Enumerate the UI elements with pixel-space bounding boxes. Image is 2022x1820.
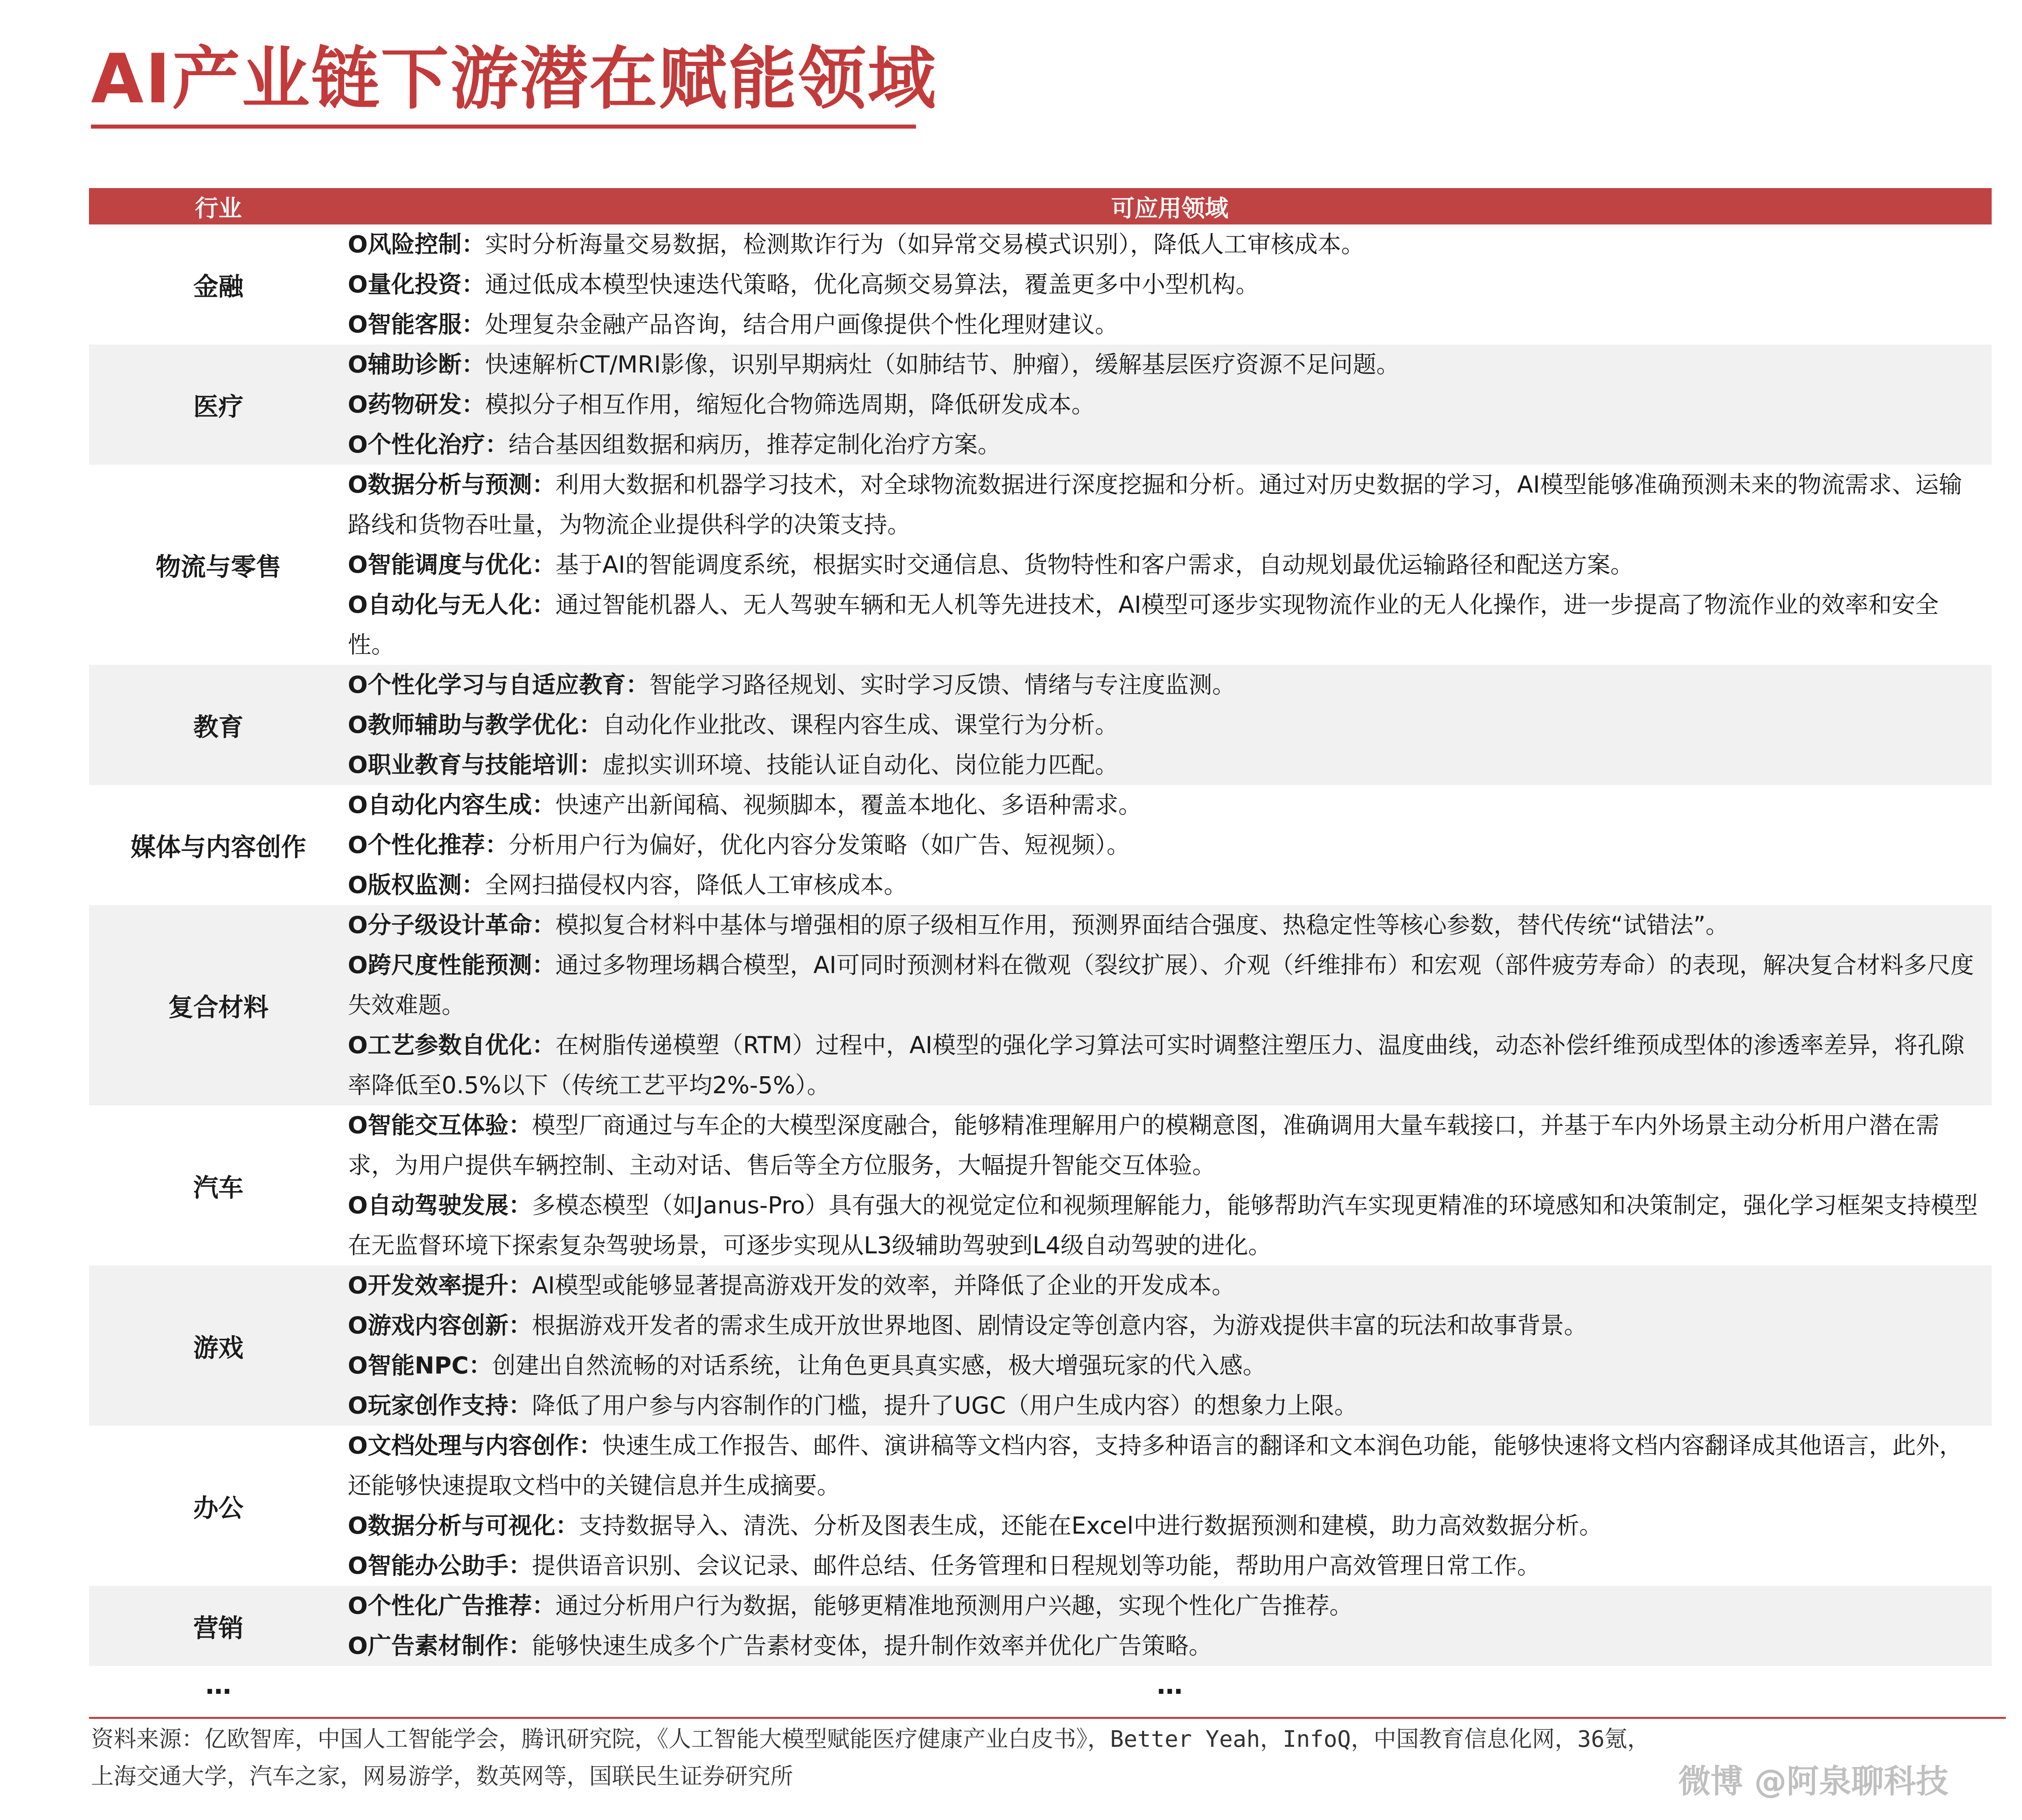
industry-cell: 营销	[193, 1613, 243, 1643]
industry-cell: 金融	[193, 272, 243, 301]
application-item	[348, 585, 1984, 665]
application-text: 降低了用户参与内容制作的门槛，提升了UGC（用户生成内容）的想象力上限。	[532, 1392, 1358, 1419]
table-header	[89, 188, 1992, 224]
source-divider	[89, 1717, 2006, 1719]
bullet-icon: O	[348, 831, 368, 859]
application-name: 跨尺度性能预测：	[368, 951, 556, 979]
bullet-icon: O	[348, 591, 368, 618]
application-text: 快速产出新闻稿、视频脚本，覆盖本地化、多语种需求。	[555, 791, 1142, 819]
application-name: 数据分析与预测：	[368, 471, 556, 498]
bullet-icon: O	[348, 1432, 368, 1459]
application-text: 模型厂商通过与车企的大模型深度融合，能够精准理解用户的模糊意图，准确调用大量车载接口，并基于车内外场景主动分析用户潜在需求，为用户提供车辆控制、主动对话、售后等全方位服务，大幅提升智能交互体验。	[348, 1111, 1940, 1179]
ellipsis-row	[89, 1666, 1992, 1704]
application-item	[348, 1426, 1984, 1506]
bullet-icon: O	[348, 271, 368, 298]
application-text: 快速生成工作报告、邮件、演讲稿等文档内容，支持多种语言的翻译和文本润色功能，能够快速将文档内容翻译成其他语言，此外，还能够快速提取文档中的关键信息并生成摘要。	[348, 1432, 1963, 1499]
industry-cell: 游戏	[193, 1333, 243, 1363]
application-item	[348, 1306, 1984, 1346]
application-text: 模拟复合材料中基体与增强相的原子级相互作用，预测界面结合强度、热稳定性等核心参数，替代传统“试错法”。	[555, 911, 1729, 939]
table-row	[89, 1586, 1992, 1666]
applications-cell	[348, 1266, 1992, 1426]
application-item	[348, 1626, 1984, 1666]
industry-cell: 办公	[193, 1493, 243, 1523]
applications-cell	[348, 665, 1992, 785]
application-name: 辅助诊断：	[368, 351, 485, 378]
industry-table	[89, 188, 1992, 1704]
bullet-icon: O	[348, 1312, 368, 1339]
application-name: 智能交互体验：	[368, 1111, 532, 1139]
table-row	[89, 224, 1992, 345]
bullet-icon: O	[348, 911, 368, 939]
bullet-icon: O	[348, 871, 368, 899]
application-item	[348, 785, 1984, 825]
application-text: 通过分析用户行为数据，能够更精准地预测用户兴趣，实现个性化广告推荐。	[555, 1592, 1353, 1619]
application-text: 能够快速生成多个广告素材变体，提升制作效率并优化广告策略。	[532, 1632, 1212, 1659]
application-text: 自动化作业批改、课程内容生成、课堂行为分析。	[602, 711, 1119, 739]
application-text: 利用大数据和机器学习技术，对全球物流数据进行深度挖掘和分析。通过对历史数据的学习，AI模型能够准确预测未来的物流需求、运输路线和货物吞吐量，为物流企业提供科学的决策支持。	[348, 471, 1963, 538]
industry-cell: 汽车	[193, 1172, 243, 1202]
bullet-icon: O	[348, 711, 368, 739]
bullet-icon: O	[348, 1272, 368, 1299]
source-note: 资料来源：亿欧智库，中国人工智能学会，腾讯研究院，《人工智能大模型赋能医疗健康产业白皮书》，Better Yeah，InfoQ，中国教育信息化网，36氪，上海交通大学，汽车之家，网易游学，数英网等，国联民生证券研究所	[91, 1726, 1650, 1790]
application-name: 版权监测：	[368, 871, 485, 899]
application-text: 虚拟实训环境、技能认证自动化、岗位能力匹配。	[602, 751, 1119, 779]
ellipsis-applications: …	[1157, 1670, 1183, 1700]
bullet-icon: O	[348, 1111, 368, 1139]
application-item	[348, 265, 1984, 305]
application-item	[348, 1386, 1984, 1426]
industry-cell: 物流与零售	[155, 552, 281, 582]
table-row	[89, 665, 1992, 785]
bullet-icon: O	[348, 1392, 368, 1419]
application-text: 在树脂传递模塑（RTM）过程中，AI模型的强化学习算法可实时调整注塑压力、温度曲线，动态补偿纤维预成型体的渗透率差异，将孔隙率降低至0.5%以下（传统工艺平均2%-5%）。	[348, 1031, 1965, 1099]
application-item	[348, 825, 1984, 865]
application-item	[348, 1346, 1984, 1386]
applications-cell	[348, 1586, 1992, 1666]
application-text: 分析用户行为偏好，优化内容分发策略（如广告、短视频）。	[508, 831, 1130, 859]
bullet-icon: O	[348, 231, 368, 258]
application-name: 个性化广告推荐：	[368, 1592, 556, 1619]
application-item	[348, 545, 1984, 585]
application-text: 结合基因组数据和病历，推荐定制化治疗方案。	[508, 431, 1001, 458]
applications-cell	[348, 345, 1992, 465]
application-name: 药物研发：	[368, 391, 485, 418]
application-text: 通过智能机器人、无人驾驶车辆和无人机等先进技术，AI模型可逐步实现物流作业的无人化操作，进一步提高了物流作业的效率和安全性。	[348, 591, 1939, 658]
application-name: 量化投资：	[368, 271, 485, 298]
application-text: 智能学习路径规划、实时学习反馈、情绪与专注度监测。	[649, 671, 1236, 698]
industry-cell: 教育	[193, 712, 243, 742]
bullet-icon: O	[348, 1512, 368, 1539]
application-text: 支持数据导入、清洗、分析及图表生成，还能在Excel中进行数据预测和建模，助力高效数据分析。	[579, 1512, 1603, 1539]
bullet-icon: O	[348, 471, 368, 498]
bullet-icon: O	[348, 311, 368, 338]
application-item	[348, 1266, 1984, 1306]
application-item	[348, 385, 1984, 425]
application-name: 个性化治疗：	[368, 431, 509, 458]
bullet-icon: O	[348, 1352, 368, 1379]
table-row	[89, 785, 1992, 905]
application-name: 玩家创作支持：	[368, 1392, 532, 1419]
application-name: 智能客服：	[368, 311, 485, 338]
application-name: 教师辅助与教学优化：	[368, 711, 603, 739]
bullet-icon: O	[348, 431, 368, 458]
bullet-icon: O	[348, 1031, 368, 1059]
bullet-icon: O	[348, 1592, 368, 1619]
application-item	[348, 224, 1984, 265]
applications-cell	[348, 224, 1992, 345]
title-underline	[91, 125, 916, 129]
bullet-icon: O	[348, 1552, 368, 1579]
industry-cell: 媒体与内容创作	[130, 832, 306, 862]
watermark: 微博 @阿泉聊科技	[1678, 1763, 1948, 1800]
application-name: 智能调度与优化：	[368, 551, 556, 578]
application-item	[348, 745, 1984, 785]
table-row	[89, 1426, 1992, 1586]
application-text: 全网扫描侵权内容，降低人工审核成本。	[485, 871, 907, 899]
application-item	[348, 1546, 1984, 1586]
application-name: 游戏内容创新：	[368, 1312, 532, 1339]
application-text: 多模态模型（如Janus-Pro）具有强大的视觉定位和视频理解能力，能够帮助汽车实现更精准的环境感知和决策制定，强化学习框架支持模型在无监督环境下探索复杂驾驶场景，可逐步实现从L3级辅助驾驶到L4级自动驾驶的进化。	[348, 1191, 1978, 1259]
application-item	[348, 865, 1984, 905]
application-name: 职业教育与技能培训：	[368, 751, 603, 779]
bullet-icon: O	[348, 1191, 368, 1219]
table-body	[89, 224, 1992, 1666]
application-name: 自动驾驶发展：	[368, 1191, 532, 1219]
application-item	[348, 1586, 1984, 1626]
application-name: 个性化推荐：	[368, 831, 509, 859]
application-name: 智能办公助手：	[368, 1552, 532, 1579]
applications-cell	[348, 1105, 1992, 1266]
applications-cell	[348, 465, 1992, 665]
application-name: 智能NPC：	[368, 1352, 492, 1379]
application-item	[348, 425, 1984, 465]
application-item	[348, 1185, 1984, 1266]
application-text: 根据游戏开发者的需求生成开放世界地图、剧情设定等创意内容，为游戏提供丰富的玩法和故事背景。	[532, 1312, 1588, 1339]
table-row	[89, 1266, 1992, 1426]
bullet-icon: O	[348, 791, 368, 819]
bullet-icon: O	[348, 551, 368, 578]
application-item	[348, 1105, 1984, 1185]
header-industry: 行业	[195, 195, 242, 222]
application-name: 风险控制：	[368, 231, 485, 258]
application-text: 创建出自然流畅的对话系统，让角色更具真实感，极大增强玩家的代入感。	[492, 1352, 1266, 1379]
application-item	[348, 665, 1984, 705]
application-text: 通过多物理场耦合模型，AI可同时预测材料在微观（裂纹扩展）、介观（纤维排布）和宏观（部件疲劳寿命）的表现，解决复合材料多尺度失效难题。	[348, 951, 1974, 1019]
application-item	[348, 945, 1984, 1025]
application-text: 基于AI的智能调度系统，根据实时交通信息、货物特性和客户需求，自动规划最优运输路径和配送方案。	[555, 551, 1634, 578]
application-text: 处理复杂金融产品咨询，结合用户画像提供个性化理财建议。	[485, 311, 1119, 338]
application-item	[348, 465, 1984, 545]
bullet-icon: O	[348, 951, 368, 979]
application-name: 文档处理与内容创作：	[368, 1432, 603, 1459]
application-name: 分子级设计革命：	[368, 911, 556, 939]
bullet-icon: O	[348, 671, 368, 698]
application-item	[348, 705, 1984, 745]
application-item	[348, 905, 1984, 945]
applications-cell	[348, 905, 1992, 1105]
bullet-icon: O	[348, 751, 368, 779]
application-name: 自动化内容生成：	[368, 791, 556, 819]
applications-cell	[348, 1426, 1992, 1586]
application-text: 通过低成本模型快速迭代策略，优化高频交易算法，覆盖更多中小型机构。	[485, 271, 1259, 298]
application-text: AI模型或能够显著提高游戏开发的效率，并降低了企业的开发成本。	[532, 1272, 1235, 1299]
application-name: 个性化学习与自适应教育：	[368, 671, 649, 698]
bullet-icon: O	[348, 351, 368, 378]
table-row	[89, 1105, 1992, 1266]
application-name: 数据分析与可视化：	[368, 1512, 579, 1539]
table-row	[89, 465, 1992, 665]
ellipsis-industry: …	[205, 1670, 231, 1700]
bullet-icon: O	[348, 391, 368, 418]
table-row	[89, 905, 1992, 1105]
application-name: 广告素材制作：	[368, 1632, 532, 1659]
industry-cell: 医疗	[193, 392, 243, 421]
application-text: 快速解析CT/MRI影像，识别早期病灶（如肺结节、肿瘤），缓解基层医疗资源不足问题。	[485, 351, 1400, 378]
application-name: 自动化与无人化：	[368, 591, 556, 618]
bullet-icon: O	[348, 1632, 368, 1659]
application-item	[348, 345, 1984, 385]
application-text: 实时分析海量交易数据，检测欺诈行为（如异常交易模式识别），降低人工审核成本。	[485, 231, 1365, 258]
application-text: 模拟分子相互作用，缩短化合物筛选周期，降低研发成本。	[485, 391, 1095, 418]
table-row	[89, 345, 1992, 465]
application-item	[348, 1025, 1984, 1105]
industry-cell: 复合材料	[168, 993, 269, 1022]
application-name: 工艺参数自优化：	[368, 1031, 556, 1059]
applications-cell	[348, 785, 1992, 905]
application-item	[348, 305, 1984, 345]
application-item	[348, 1506, 1984, 1546]
header-applications: 可应用领域	[1111, 195, 1229, 222]
page-title: AI产业链下游潜在赋能领域	[91, 39, 937, 119]
application-text: 提供语音识别、会议记录、邮件总结、任务管理和日程规划等功能，帮助用户高效管理日常工作。	[532, 1552, 1541, 1579]
application-name: 开发效率提升：	[368, 1272, 532, 1299]
